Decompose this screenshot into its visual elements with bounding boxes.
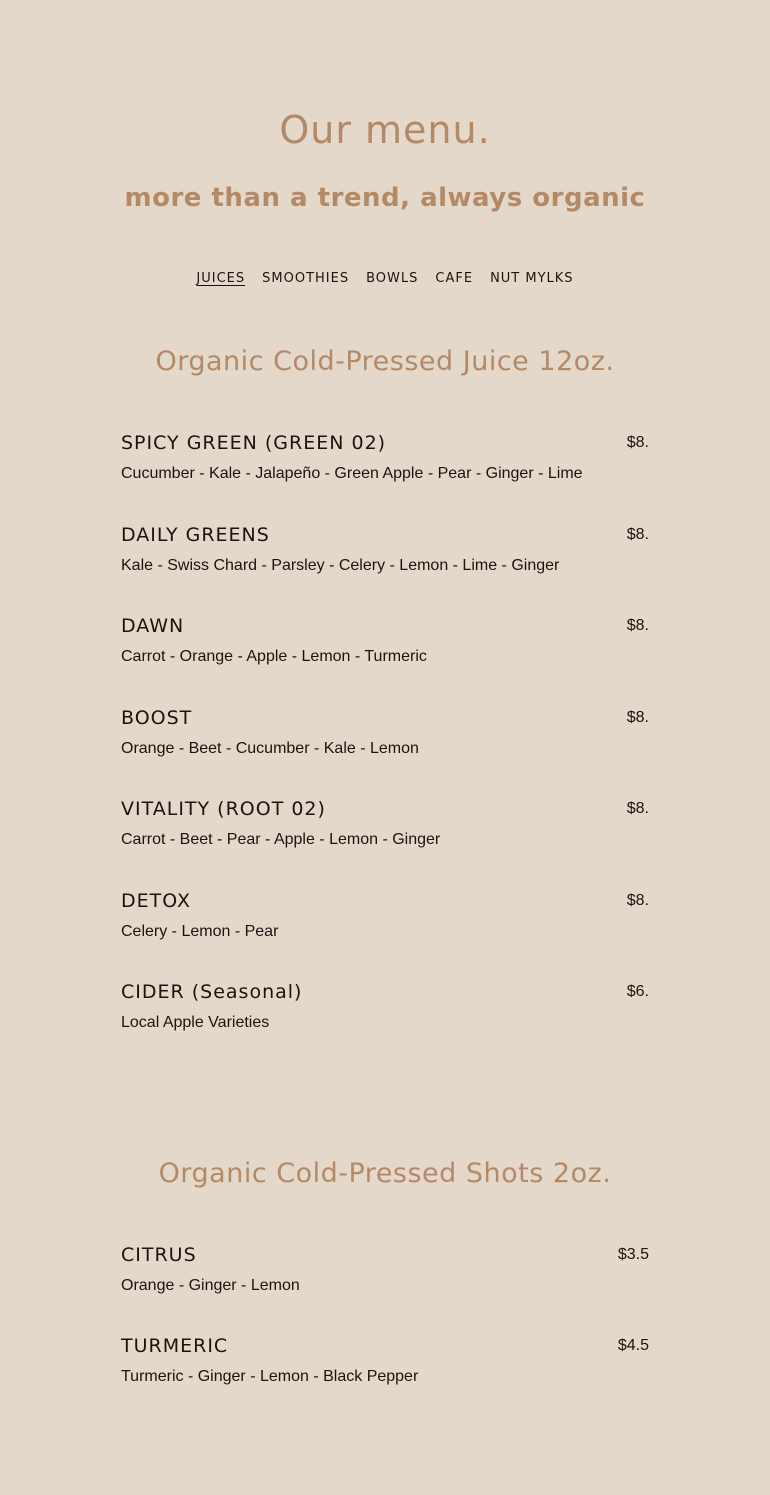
menu-item-price: $8.	[626, 434, 649, 451]
menu-item-description: Kale - Swiss Chard - Parsley - Celery - Lemon - Lime - Ginger	[121, 557, 560, 574]
menu-item	[121, 707, 649, 767]
menu-item	[121, 1244, 649, 1304]
page-title: Our menu.	[279, 108, 491, 152]
menu-item-description: Orange - Ginger - Lemon	[121, 1277, 300, 1294]
page-tagline: more than a trend, always organic	[124, 183, 646, 213]
menu-item-price: $8.	[626, 709, 649, 726]
menu-item-description: Turmeric - Ginger - Lemon - Black Pepper	[121, 1368, 419, 1385]
menu-item	[121, 798, 649, 858]
menu-item	[121, 615, 649, 675]
menu-item-name: SPICY GREEN (GREEN 02)	[121, 432, 387, 454]
menu-item	[121, 1335, 649, 1395]
menu-item-price: $8.	[626, 617, 649, 634]
menu-item-name: TURMERIC	[121, 1335, 229, 1357]
menu-item-name: VITALITY (ROOT 02)	[121, 798, 326, 820]
section-title-juice: Organic Cold-Pressed Juice 12oz.	[155, 346, 615, 377]
section-title-shots: Organic Cold-Pressed Shots 2oz.	[158, 1158, 612, 1189]
menu-item	[121, 432, 649, 492]
menu-item-description: Orange - Beet - Cucumber - Kale - Lemon	[121, 740, 419, 757]
tab-bowls[interactable]: BOWLS	[366, 271, 419, 286]
menu-item-price: $3.5	[617, 1246, 649, 1263]
menu-item	[121, 524, 649, 584]
menu-item-description: Celery - Lemon - Pear	[121, 923, 279, 940]
menu-item-price: $4.5	[617, 1337, 649, 1354]
tab-juices[interactable]: JUICES	[196, 271, 246, 286]
menu-item-price: $8.	[626, 800, 649, 817]
menu-item-name: DAWN	[121, 615, 185, 637]
menu-item	[121, 890, 649, 950]
menu-item	[121, 981, 649, 1041]
menu-item-description: Local Apple Varieties	[121, 1014, 270, 1031]
menu-item-price: $8.	[626, 892, 649, 909]
menu-item-name: DETOX	[121, 890, 191, 912]
menu-item-description: Carrot - Beet - Pear - Apple - Lemon - Ginger	[121, 831, 441, 848]
menu-item-price: $8.	[626, 526, 649, 543]
menu-item-name: CITRUS	[121, 1244, 197, 1266]
tab-smoothies[interactable]: SMOOTHIES	[262, 271, 350, 286]
menu-item-description: Cucumber - Kale - Jalapeño - Green Apple - Pear - Ginger - Lime	[121, 465, 583, 482]
menu-item-description: Carrot - Orange - Apple - Lemon - Turmeric	[121, 648, 427, 665]
menu-item-price: $6.	[626, 983, 649, 1000]
menu-item-name: BOOST	[121, 707, 193, 729]
tab-nut-mylks[interactable]: NUT MYLKS	[490, 271, 574, 286]
menu-item-name: CIDER (Seasonal)	[121, 981, 303, 1003]
menu-category-tabs	[0, 271, 770, 286]
tab-cafe[interactable]: CAFE	[435, 271, 474, 286]
menu-item-name: DAILY GREENS	[121, 524, 270, 546]
